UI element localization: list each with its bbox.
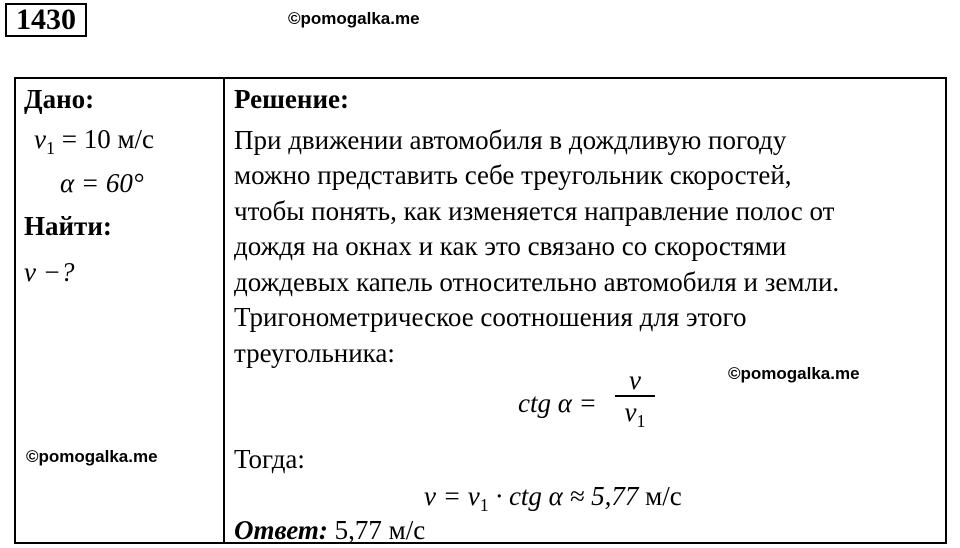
- problem-number: 1430: [5, 3, 87, 37]
- find-title: Найти:: [24, 211, 112, 241]
- watermark-middle: ©pomogalka.me: [728, 364, 860, 383]
- solution-line: чтобы понять, как изменяется направление полос от: [234, 196, 835, 226]
- solution-line: Тригонометрическое соотношения для этого: [234, 302, 747, 332]
- given-title: Дано:: [24, 84, 95, 114]
- given-v1: $v_1 = 10$ м/с: [34, 124, 155, 158]
- solution-table: [14, 77, 947, 544]
- watermark-left: ©pomogalka.me: [26, 447, 158, 466]
- then-label: Тогда:: [234, 444, 305, 474]
- column-divider: [223, 79, 225, 542]
- fraction-numerator: v: [629, 365, 641, 395]
- solution-title: Решение:: [234, 84, 349, 114]
- given-alpha: α = 60°: [60, 168, 144, 198]
- formula-fraction: [612, 365, 658, 436]
- formula-ctg: ctg α =: [518, 388, 597, 418]
- solution-line: треугольника:: [234, 338, 395, 368]
- watermark-top: ©pomogalka.me: [288, 9, 420, 28]
- solution-line: При движении автомобиля в дождливую погоду: [234, 125, 787, 155]
- solution-line: дождевых капель относительно автомобиля и земли.: [234, 267, 840, 297]
- solution-line: дождя на окнах и как это связано со скоростями: [234, 231, 787, 261]
- solution-line: можно представить себе треугольник скоростей,: [234, 160, 792, 190]
- fraction-denominator: $v_1$: [624, 397, 646, 431]
- answer-line: Ответ: 5,77 м/с: [234, 515, 426, 545]
- find-v: v −?: [24, 257, 75, 287]
- result-formula: $v = v_1$ · ctg α ≈ 5,77 м/с: [424, 481, 682, 515]
